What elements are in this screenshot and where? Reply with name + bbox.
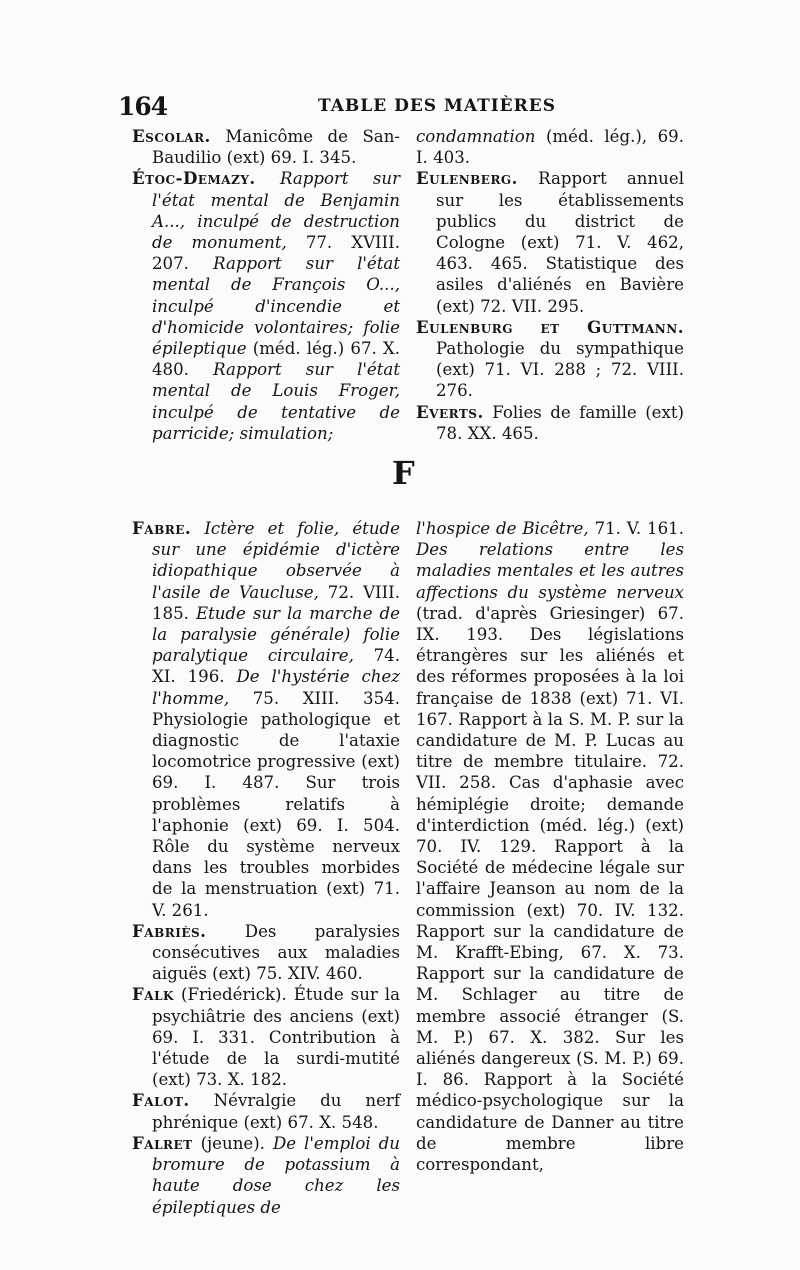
entry-title: De l'hystérie chez l'homme,	[152, 667, 400, 708]
entry-title: De l'emploi du bromure de potassium à haute dose chez les épileptiques de	[152, 1133, 400, 1217]
page-number: 164	[118, 92, 168, 121]
index-entry	[132, 984, 400, 1090]
entry-title: Des relations entre les maladies mentales et les autres affections du système nerveux	[416, 540, 684, 602]
running-head: TABLE DES MATIÈRES	[318, 96, 557, 116]
index-entry	[132, 518, 400, 921]
entry-author: Escolar.	[132, 126, 211, 146]
entry-text: Folies de famille (ext) 78. XX. 465.	[436, 402, 685, 443]
entry-author: Falret	[132, 1132, 193, 1153]
entry-text: Pathologie du sympathique (ext) 71. VI. 288 ; 72. VIII. 276.	[436, 339, 684, 401]
entry-author: Eulenberg.	[416, 168, 518, 189]
entry-text: (trad. d'après Griesinger) 67. IX. 193. Des législations étrangères sur les aliénés et des réformes proposées à la loi française de 1838 (ext) 71. VI. 167. Rapport à la S. M. P. sur la candidature de M. P. Lucas au titre de membre titulaire. 72. VII. 258. Cas d'aphasie avec hémiplégie droite; demande d'interdiction (méd. lég.) (ext) 70. IV. 129. Rapport à la Société de médecine légale sur l'affaire Jeanson au nom de la commission (ext) 70. IV. 132. Rapport sur la candidature de M. Krafft-Ebing, 67. X. 73. Rapport sur la candidature de M. Schlager au titre de membre associé étranger (S. M. P.) 67. X. 382. Sur les aliénés dangereux (S. M. P.) 69. I. 86. Rapport à la Société médico-psychologique sur la candidature de Danner au titre de membre libre correspondant,	[416, 603, 684, 1175]
index-entry	[132, 1133, 400, 1218]
entry-text: 71. V. 161.	[588, 519, 684, 538]
entry-text: (jeune).	[200, 1133, 273, 1153]
index-entry	[416, 126, 684, 168]
index-entry	[416, 168, 684, 316]
entry-author: Fabriès.	[132, 920, 207, 941]
entry-title: Rapport sur l'état mental de Louis Froger, inculpé de tentative de parricide; simulation;	[152, 360, 400, 443]
column-bottom-right	[416, 518, 684, 1175]
entry-text: (méd. lég.), 69. I. 403.	[416, 127, 684, 168]
entry-text: Des paralysies consécutives aux maladies aiguës (ext) 75. XIV. 460.	[152, 921, 400, 984]
entry-author: Fabre.	[132, 518, 192, 538]
entry-author: Étoc-Demazy.	[132, 168, 256, 189]
entry-text: Rapport annuel sur les établissements publics du district de Cologne (ext) 71. V. 462, 463. 465. Statistique des asiles d'aliénés en Bavière (ext) 72. VII. 295.	[436, 169, 684, 316]
entry-text: (Friedérick). Étude sur la psychiâtrie des anciens (ext) 69. I. 331. Contribution à l'étude de la surdi-mutité (ext) 73. X. 182.	[152, 985, 400, 1090]
column-top-left	[132, 126, 400, 444]
index-entry	[132, 921, 400, 985]
entry-text: Névralgie du nerf phrénique (ext) 67. X. 548.	[152, 1091, 400, 1132]
index-entry	[416, 402, 684, 444]
index-entry	[416, 518, 684, 1175]
entry-author: Falk	[132, 984, 174, 1005]
entry-text: 77. XVIII. 207.	[152, 233, 400, 274]
entry-title: condamnation	[416, 127, 536, 146]
entry-text: 74. XI. 196.	[152, 646, 400, 687]
column-bottom-left	[132, 518, 400, 1218]
entry-title: Etude sur la marche de la paralysie générale) folie paralytique circulaire,	[152, 603, 400, 666]
index-entry	[132, 168, 400, 444]
entry-author: Everts.	[416, 401, 484, 422]
entry-text: 72. VIII. 185.	[152, 582, 400, 623]
entry-title: Rapport sur l'état mental de Benjamin A..., inculpé de destruction de monument,	[152, 169, 400, 253]
entry-author: Falot.	[132, 1090, 190, 1111]
column-top-right	[416, 126, 684, 444]
entry-text: Manicôme de San-Baudilio (ext) 69. I. 345.	[152, 127, 400, 168]
entry-text: 75. XIII. 354. Physiologie pathologique et diagnostic de l'ataxie locomotrice progressive (ext) 69. I. 487. Sur trois problèmes relatifs à l'aphonie (ext) 69. I. 504. Rôle du système nerveux dans les troubles morbides de la menstruation (ext) 71. V. 261.	[152, 688, 400, 920]
entry-title: Ictère et folie, étude sur une épidémie d'ictère idiopathique observée à l'asile de Vaucluse,	[152, 519, 400, 602]
entry-title: Rapport sur l'état mental de François O..., inculpé d'incendie et d'homicide volontaires; folie épileptique	[152, 254, 400, 359]
index-entry	[416, 317, 684, 402]
entry-author: Eulenburg et Guttmann.	[416, 316, 684, 337]
entry-title: l'hospice de Bicêtre,	[416, 519, 589, 538]
index-entry	[132, 126, 400, 168]
page-header	[118, 92, 688, 122]
index-entry	[132, 1090, 400, 1132]
entry-text: (méd. lég.) 67. X. 480.	[152, 339, 400, 380]
section-letter: F	[392, 454, 415, 492]
